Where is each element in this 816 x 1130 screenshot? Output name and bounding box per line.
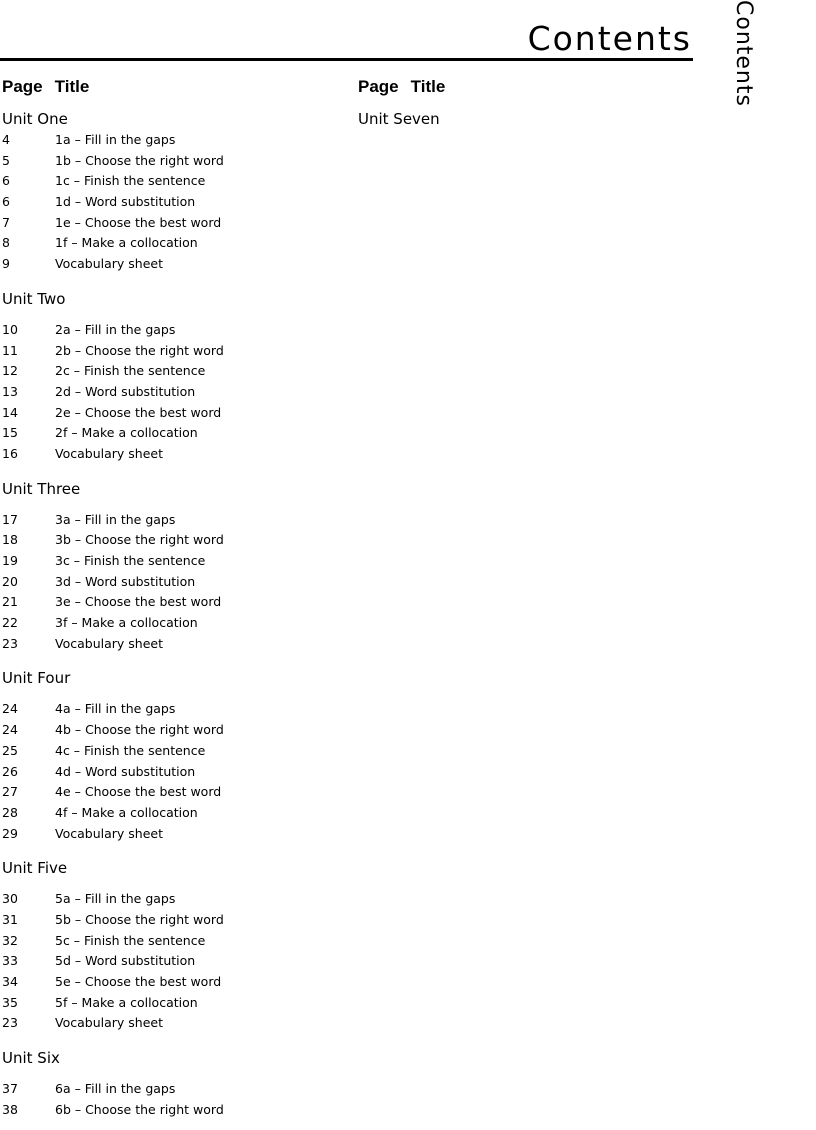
page-number: 25 xyxy=(2,742,18,758)
contents-row xyxy=(2,592,332,613)
contents-row xyxy=(2,803,332,824)
contents-row xyxy=(2,762,332,783)
entry-title: Vocabulary sheet xyxy=(55,825,163,841)
column-header xyxy=(358,76,658,98)
contents-row xyxy=(2,1079,332,1100)
page-number: 31 xyxy=(2,911,18,927)
page-number: 27 xyxy=(2,784,18,800)
title-column-label: Title xyxy=(410,77,446,96)
entry-title: 5b – Choose the right word xyxy=(55,911,224,927)
entry-title: 4a – Fill in the gaps xyxy=(55,701,176,717)
contents-row xyxy=(2,951,332,972)
contents-row xyxy=(2,361,332,382)
page-number: 7 xyxy=(2,214,10,230)
unit-list xyxy=(358,108,658,130)
contents-row xyxy=(2,423,332,444)
entry-title: 6a – Fill in the gaps xyxy=(55,1081,176,1097)
contents-row xyxy=(2,993,332,1014)
contents-row xyxy=(2,320,332,341)
entry-title: 5d – Word substitution xyxy=(55,953,196,969)
contents-row xyxy=(2,572,332,593)
entry-title: 4b – Choose the right word xyxy=(55,722,224,738)
contents-row xyxy=(2,720,332,741)
unit-list xyxy=(2,108,332,1120)
entry-title: 1d – Word substitution xyxy=(55,194,196,210)
unit-title: Unit One xyxy=(2,110,68,128)
contents-row xyxy=(2,213,332,234)
unit-title: Unit Four xyxy=(2,669,71,688)
entry-title: Vocabulary sheet xyxy=(55,1015,163,1031)
page-number: 5 xyxy=(2,152,10,168)
page-number: 22 xyxy=(2,615,18,631)
contents-column-left xyxy=(2,76,332,1120)
unit-title: Unit Two xyxy=(2,289,66,308)
unit-section xyxy=(2,857,332,1034)
page-column-label: Page xyxy=(2,77,43,96)
contents-row xyxy=(2,254,332,275)
entry-title: 4d – Word substitution xyxy=(55,763,196,779)
page-number: 28 xyxy=(2,804,18,820)
contents-row xyxy=(2,824,332,845)
page-number: 24 xyxy=(2,701,18,717)
contents-row xyxy=(2,382,332,403)
column-header xyxy=(2,76,332,98)
page-number: 38 xyxy=(2,1101,18,1117)
entry-title: 2b – Choose the right word xyxy=(55,342,224,358)
entry-title: 5f – Make a collocation xyxy=(55,994,198,1010)
page-number: 33 xyxy=(2,953,18,969)
page-column-label: Page xyxy=(358,77,399,96)
page-number: 18 xyxy=(2,532,18,548)
entry-title: 4e – Choose the best word xyxy=(55,784,222,800)
page-number: 29 xyxy=(2,825,18,841)
entry-title: 3a – Fill in the gaps xyxy=(55,511,176,527)
page-number: 34 xyxy=(2,974,18,989)
contents-row xyxy=(2,403,332,424)
entry-title: Vocabulary sheet xyxy=(55,635,163,651)
contents-row xyxy=(2,444,332,465)
entry-title: Vocabulary sheet xyxy=(55,445,163,461)
page-number: 37 xyxy=(2,1081,18,1097)
entry-title: Vocabulary sheet xyxy=(55,256,163,272)
page-number: 20 xyxy=(2,573,18,589)
page-number: 17 xyxy=(2,511,18,527)
entry-title: 3b – Choose the right word xyxy=(55,532,224,548)
page-number: 4 xyxy=(2,132,10,147)
unit-title: Unit Six xyxy=(2,1049,60,1068)
unit-section xyxy=(358,108,658,130)
entry-title: 3c – Finish the sentence xyxy=(55,553,206,568)
unit-title: Unit Three xyxy=(2,479,81,498)
unit-title: Unit Seven xyxy=(358,110,440,128)
contents-row xyxy=(2,972,332,993)
entry-title: 6b – Choose the right word xyxy=(55,1101,224,1117)
page-number: 30 xyxy=(2,891,18,907)
entry-title: 1f – Make a collocation xyxy=(55,235,198,251)
entry-title: 5c – Finish the sentence xyxy=(55,932,206,948)
contents-row xyxy=(2,634,332,655)
page-number: 6 xyxy=(2,194,10,210)
contents-row xyxy=(2,741,332,762)
entry-title: 3e – Choose the best word xyxy=(55,594,222,610)
contents-row xyxy=(2,192,332,213)
entry-title: 3d – Word substitution xyxy=(55,573,196,589)
contents-row xyxy=(2,889,332,910)
page-number: 21 xyxy=(2,594,18,610)
contents-row xyxy=(2,1100,332,1121)
contents-row xyxy=(2,699,332,720)
entry-title: 1e – Choose the best word xyxy=(55,214,222,230)
page-number: 35 xyxy=(2,994,18,1010)
entry-title: 4c – Finish the sentence xyxy=(55,742,206,758)
contents-row xyxy=(2,171,332,192)
contents-row xyxy=(2,530,332,551)
entry-title: 1a – Fill in the gaps xyxy=(55,132,176,147)
entry-title: 2e – Choose the best word xyxy=(55,404,222,420)
page-number: 16 xyxy=(2,445,18,461)
page-number: 19 xyxy=(2,553,18,568)
title-column-label: Title xyxy=(54,77,90,96)
page-number: 10 xyxy=(2,321,18,337)
entry-title: 3f – Make a collocation xyxy=(55,615,198,631)
unit-section xyxy=(2,667,332,844)
unit-section xyxy=(2,288,332,465)
page-number: 9 xyxy=(2,256,10,272)
page-number: 23 xyxy=(2,1015,18,1031)
page-number: 12 xyxy=(2,363,18,379)
contents-row xyxy=(2,910,332,931)
contents-row xyxy=(2,1013,332,1034)
page-number: 11 xyxy=(2,342,18,358)
unit-section xyxy=(2,108,332,275)
entry-title: 5e – Choose the best word xyxy=(55,974,222,989)
contents-row xyxy=(2,341,332,362)
entry-title: 1c – Finish the sentence xyxy=(55,173,206,189)
contents-row xyxy=(2,151,332,172)
contents-row xyxy=(2,510,332,531)
entry-title: 5a – Fill in the gaps xyxy=(55,891,176,907)
entry-title: 2a – Fill in the gaps xyxy=(55,321,176,337)
page-title: Contents xyxy=(527,19,692,58)
unit-section xyxy=(2,1047,332,1120)
page-number: 26 xyxy=(2,763,18,779)
entry-title: 2f – Make a collocation xyxy=(55,425,198,441)
unit-section xyxy=(2,478,332,655)
page-number: 23 xyxy=(2,635,18,651)
title-rule xyxy=(0,58,693,61)
page-number: 13 xyxy=(2,383,18,399)
entry-title: 2d – Word substitution xyxy=(55,383,196,399)
page-number: 32 xyxy=(2,932,18,948)
contents-row xyxy=(2,931,332,952)
page-number: 14 xyxy=(2,404,18,420)
entry-title: 2c – Finish the sentence xyxy=(55,363,206,379)
entry-title: 1b – Choose the right word xyxy=(55,152,224,168)
page-number: 8 xyxy=(2,235,10,251)
page-number: 15 xyxy=(2,425,18,441)
contents-row xyxy=(2,130,332,151)
entry-title: 4f – Make a collocation xyxy=(55,804,198,820)
contents-row xyxy=(2,551,332,572)
unit-title: Unit Five xyxy=(2,859,68,878)
side-tab-label: Contents xyxy=(731,0,756,107)
contents-row xyxy=(2,233,332,254)
page-number: 24 xyxy=(2,722,18,738)
contents-column-right xyxy=(358,76,658,130)
contents-row xyxy=(2,782,332,803)
contents-row xyxy=(2,613,332,634)
page-number: 6 xyxy=(2,173,10,189)
